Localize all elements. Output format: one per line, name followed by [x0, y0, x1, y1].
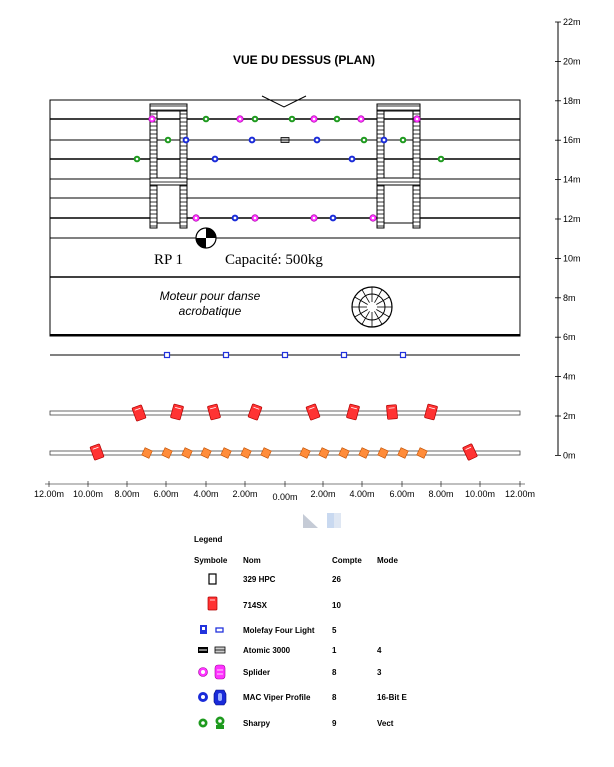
- vertical-scale-label: 16m: [563, 135, 581, 146]
- capacity-label: Capacité: 500kg: [225, 252, 323, 268]
- sharpy-icon: [438, 156, 445, 163]
- 714sx-icon: [306, 404, 320, 421]
- horizontal-scale-label: 4.00m: [349, 489, 375, 499]
- horizontal-scale-label: 12.00m: [504, 489, 536, 499]
- 714sx-icon: [424, 404, 437, 420]
- legend-row-mode: 4: [377, 646, 382, 655]
- legend-row-count: 26: [332, 575, 341, 584]
- hpc-icon: [162, 448, 173, 459]
- mac-viper-icon: [183, 137, 190, 144]
- hpc-icon: [241, 448, 252, 459]
- motor-label-line2: acrobatique: [178, 304, 242, 318]
- sharpy-icon: [252, 116, 259, 123]
- 714sx-icon: [207, 404, 220, 420]
- horizontal-scale-label: 0.00m: [272, 492, 298, 502]
- splider-icon: [414, 116, 421, 123]
- mac-viper-icon: [330, 215, 337, 222]
- 714sx-icon: [90, 444, 104, 461]
- legend-row-name: Splider: [243, 668, 271, 677]
- horizontal-scale-label: 10.00m: [72, 489, 104, 499]
- sharpy-icon: [400, 137, 407, 144]
- sharpy-icon: [203, 116, 210, 123]
- vertical-scale-label: 20m: [563, 56, 581, 67]
- pipe-2m: [50, 411, 520, 415]
- vertical-scale-label: 0m: [563, 450, 576, 461]
- hpc-icon: [417, 448, 428, 459]
- horizontal-scale-label: 12.00m: [33, 489, 65, 499]
- legend-title: Legend: [194, 535, 223, 544]
- splider-icon: [358, 116, 365, 123]
- 714sx-icon: [346, 404, 359, 420]
- molefay-icon: [342, 353, 347, 358]
- legend-header-count: Compte: [332, 556, 362, 565]
- legend-row-name: 714SX: [243, 601, 268, 610]
- vertical-scale-label: 14m: [563, 174, 581, 185]
- mac-viper-icon: [198, 690, 226, 705]
- horizontal-scale-label: 4.00m: [193, 489, 219, 499]
- horizontal-scale-label: 8.00m: [428, 489, 454, 499]
- hpc-icon: [378, 448, 389, 459]
- truss-tower-left: [150, 104, 187, 228]
- sharpy-icon: [361, 137, 368, 144]
- motor-label-line1: Moteur pour danse: [159, 289, 261, 303]
- splider-icon: [237, 116, 244, 123]
- hpc-icon: [261, 448, 272, 459]
- vertical-scale-label: 2m: [563, 411, 576, 421]
- legend-header-name: Nom: [243, 556, 261, 565]
- hpc-icon: [398, 448, 409, 459]
- 714sx-icon: [386, 405, 397, 420]
- legend-row-count: 8: [332, 693, 337, 702]
- horizontal-scale: [34, 481, 535, 502]
- legend-row-count: 1: [332, 646, 337, 655]
- splider-icon: [252, 215, 259, 222]
- legend-row-count: 5: [332, 626, 337, 635]
- legend-row-mode: Vect: [377, 719, 394, 728]
- splider-icon: [311, 116, 318, 123]
- legend-row-name: Sharpy: [243, 719, 271, 728]
- hpc-icon: [339, 448, 350, 459]
- hpc-icon: [142, 448, 153, 459]
- page-title: VUE DU DESSUS (PLAN): [232, 53, 376, 67]
- legend-row-mode: 16-Bit E: [377, 693, 407, 702]
- sharpy-icon: [334, 116, 341, 123]
- pipe-0m: [50, 451, 520, 455]
- legend-row-name: MAC Viper Profile: [243, 693, 311, 702]
- mac-viper-icon: [381, 137, 388, 144]
- 714sx-icon: [132, 405, 146, 422]
- horizontal-scale-label: 2.00m: [310, 489, 336, 499]
- hpc-icon: [209, 574, 216, 584]
- truss-tower-right: [377, 104, 420, 228]
- horizontal-scale-label: 8.00m: [114, 489, 140, 499]
- reference-point-icon: [196, 228, 216, 248]
- legend-row-mode: 3: [377, 668, 382, 677]
- vertical-scale-label: 4m: [563, 371, 576, 382]
- molefay-icon: [401, 353, 406, 358]
- rp-label: RP 1: [154, 252, 184, 268]
- horizontal-scale-label: 6.00m: [389, 489, 415, 499]
- mac-viper-icon: [349, 156, 356, 163]
- sharpy-icon: [134, 156, 141, 163]
- legend-icons: [198, 574, 226, 729]
- horizontal-scale-label: 10.00m: [464, 489, 496, 499]
- legend-row-count: 10: [332, 601, 341, 610]
- splider-icon: [149, 116, 156, 123]
- 714sx-icon: [208, 597, 217, 610]
- 714sx-icon: [170, 404, 183, 420]
- molefay-icon: [224, 353, 229, 358]
- hpc-icon: [221, 448, 232, 459]
- hpc-icon: [201, 448, 212, 459]
- vertical-scale-label: 6m: [563, 332, 576, 343]
- splider-icon: [370, 215, 377, 222]
- sharpy-icon: [199, 717, 225, 730]
- stage-outline: [50, 96, 520, 336]
- vertical-scale-label: 10m: [563, 253, 581, 264]
- splider-icon: [193, 215, 200, 222]
- horizontal-scale-label: 2.00m: [232, 489, 258, 499]
- legend-row-count: 8: [332, 668, 337, 677]
- legend-row-name: Molefay Four Light: [243, 626, 315, 635]
- legend-header-symbol: Symbole: [194, 556, 228, 565]
- splider-icon: [311, 215, 318, 222]
- mac-viper-icon: [249, 137, 256, 144]
- legend-header-mode: Mode: [377, 556, 398, 565]
- vertical-scale-label: 8m: [563, 292, 576, 303]
- splider-icon: [199, 665, 226, 679]
- vertical-scale: [555, 17, 581, 460]
- sharpy-icon: [289, 116, 296, 123]
- 714sx-icon: [248, 404, 262, 421]
- legend-row-name: 329 HPC: [243, 575, 276, 584]
- mac-viper-icon: [232, 215, 239, 222]
- mac-viper-icon: [212, 156, 219, 163]
- vertical-scale-label: 18m: [563, 95, 581, 106]
- atomic-icon: [198, 647, 225, 653]
- hpc-icon: [182, 448, 193, 459]
- vertical-scale-label: 12m: [563, 214, 581, 224]
- hpc-icon: [319, 448, 330, 459]
- hpc-icon: [359, 448, 370, 459]
- molefay-icon: [283, 353, 288, 358]
- molefay-icon: [165, 353, 170, 358]
- mac-viper-icon: [314, 137, 321, 144]
- molefay-icon: [200, 625, 223, 634]
- 714sx-icon: [463, 444, 478, 461]
- hpc-icon: [300, 448, 311, 459]
- legend-row-name: Atomic 3000: [243, 646, 291, 655]
- atomic-icon: [281, 138, 289, 143]
- horizontal-scale-label: 6.00m: [153, 489, 179, 499]
- legend-row-count: 9: [332, 719, 337, 728]
- motor-wheel-icon: [352, 287, 392, 327]
- sharpy-icon: [165, 137, 172, 144]
- scale-marker: [303, 513, 341, 528]
- vertical-scale-label: 22m: [563, 17, 581, 27]
